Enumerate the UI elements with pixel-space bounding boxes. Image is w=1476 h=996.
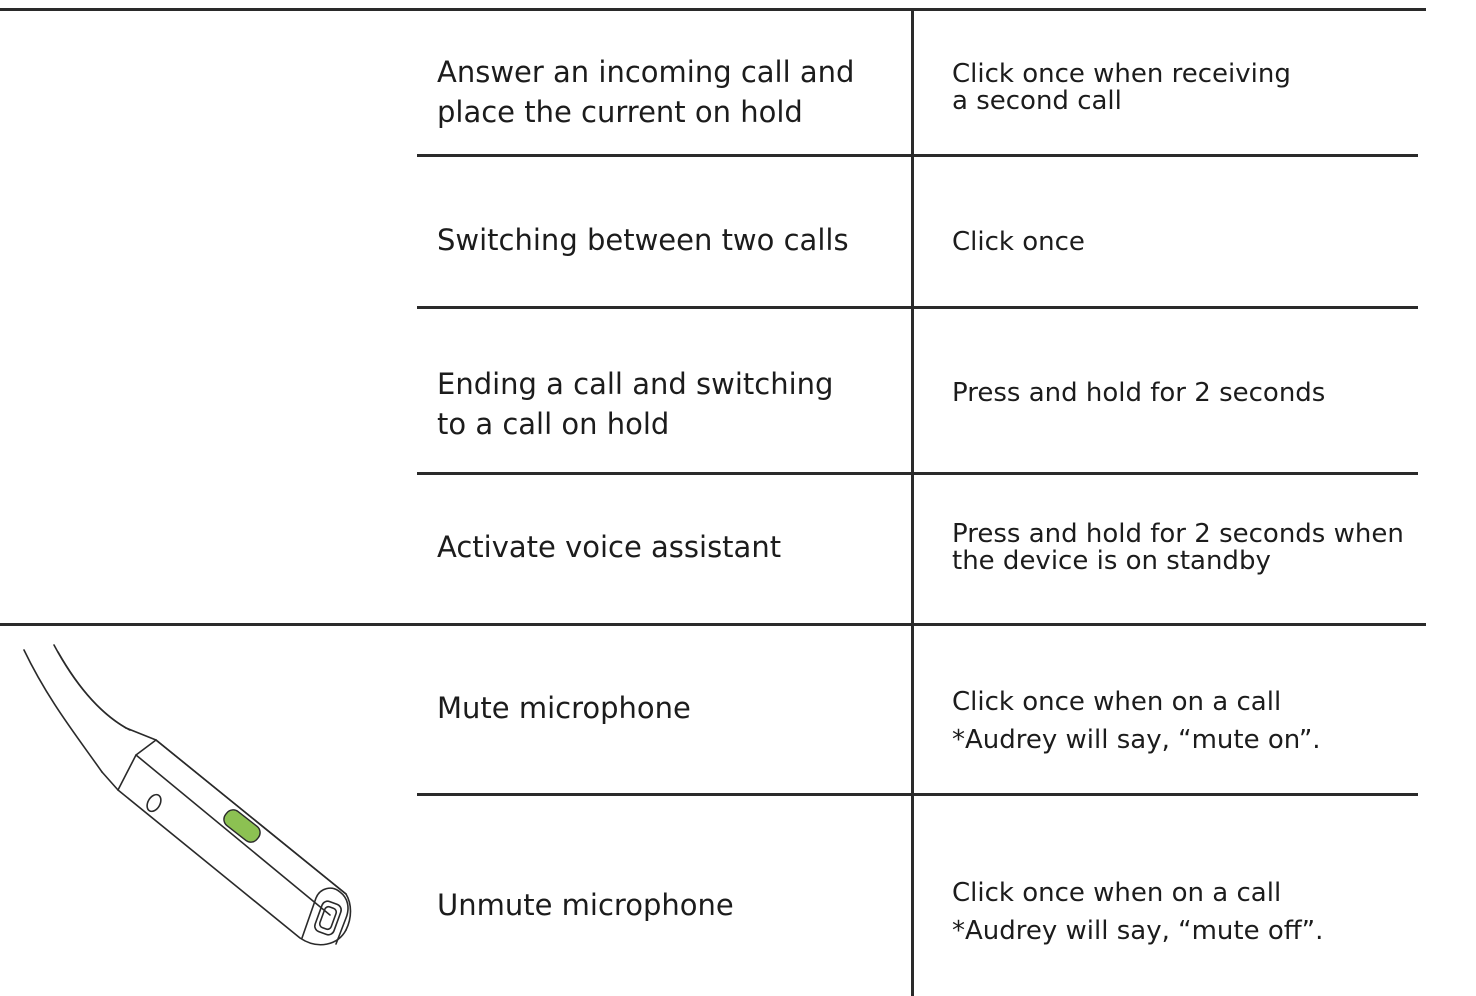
instruction-line: *Audrey will say, “mute on”.	[952, 725, 1321, 755]
row-divider	[417, 793, 1418, 796]
instruction-unmute	[952, 874, 1472, 950]
instruction-line: Press and hold for 2 seconds	[952, 378, 1326, 408]
action-voice-assistant	[437, 527, 907, 567]
neckband-headset-end-icon	[0, 640, 380, 970]
row-divider	[417, 306, 1418, 309]
action-line: Switching between two calls	[437, 223, 849, 257]
multifunction-button-icon	[221, 807, 264, 846]
table-top-rule	[0, 8, 1426, 11]
action-line: Answer an incoming call and	[437, 55, 855, 89]
action-line: place the current on hold	[437, 95, 803, 129]
column-divider	[911, 8, 914, 996]
instruction-line: Click once when on a call	[952, 687, 1282, 717]
action-line: to a call on hold	[437, 407, 670, 441]
section-divider	[0, 623, 1426, 626]
action-switch-calls	[437, 220, 907, 260]
action-answer-and-hold	[437, 52, 907, 132]
instruction-line: Press and hold for 2 seconds when	[952, 519, 1404, 549]
instruction-line: a second call	[952, 86, 1122, 116]
row-divider	[417, 154, 1418, 157]
instruction-mute	[952, 683, 1472, 759]
instruction-voice-assistant	[952, 521, 1472, 575]
action-line: Mute microphone	[437, 691, 691, 725]
action-line: Activate voice assistant	[437, 530, 782, 564]
instruction-line: Click once when on a call	[952, 878, 1282, 908]
instruction-line: the device is on standby	[952, 546, 1271, 576]
action-end-and-switch	[437, 364, 907, 444]
action-line: Ending a call and switching	[437, 367, 834, 401]
instruction-line: Click once when receiving	[952, 59, 1291, 89]
instruction-line: *Audrey will say, “mute off”.	[952, 916, 1324, 946]
action-unmute	[437, 885, 907, 925]
instruction-switch-calls	[952, 223, 1472, 261]
action-mute	[437, 688, 907, 728]
row-divider	[417, 472, 1418, 475]
instruction-answer-and-hold	[952, 61, 1472, 115]
instruction-line: Click once	[952, 227, 1085, 257]
action-line: Unmute microphone	[437, 888, 734, 922]
instruction-end-and-switch	[952, 374, 1472, 412]
